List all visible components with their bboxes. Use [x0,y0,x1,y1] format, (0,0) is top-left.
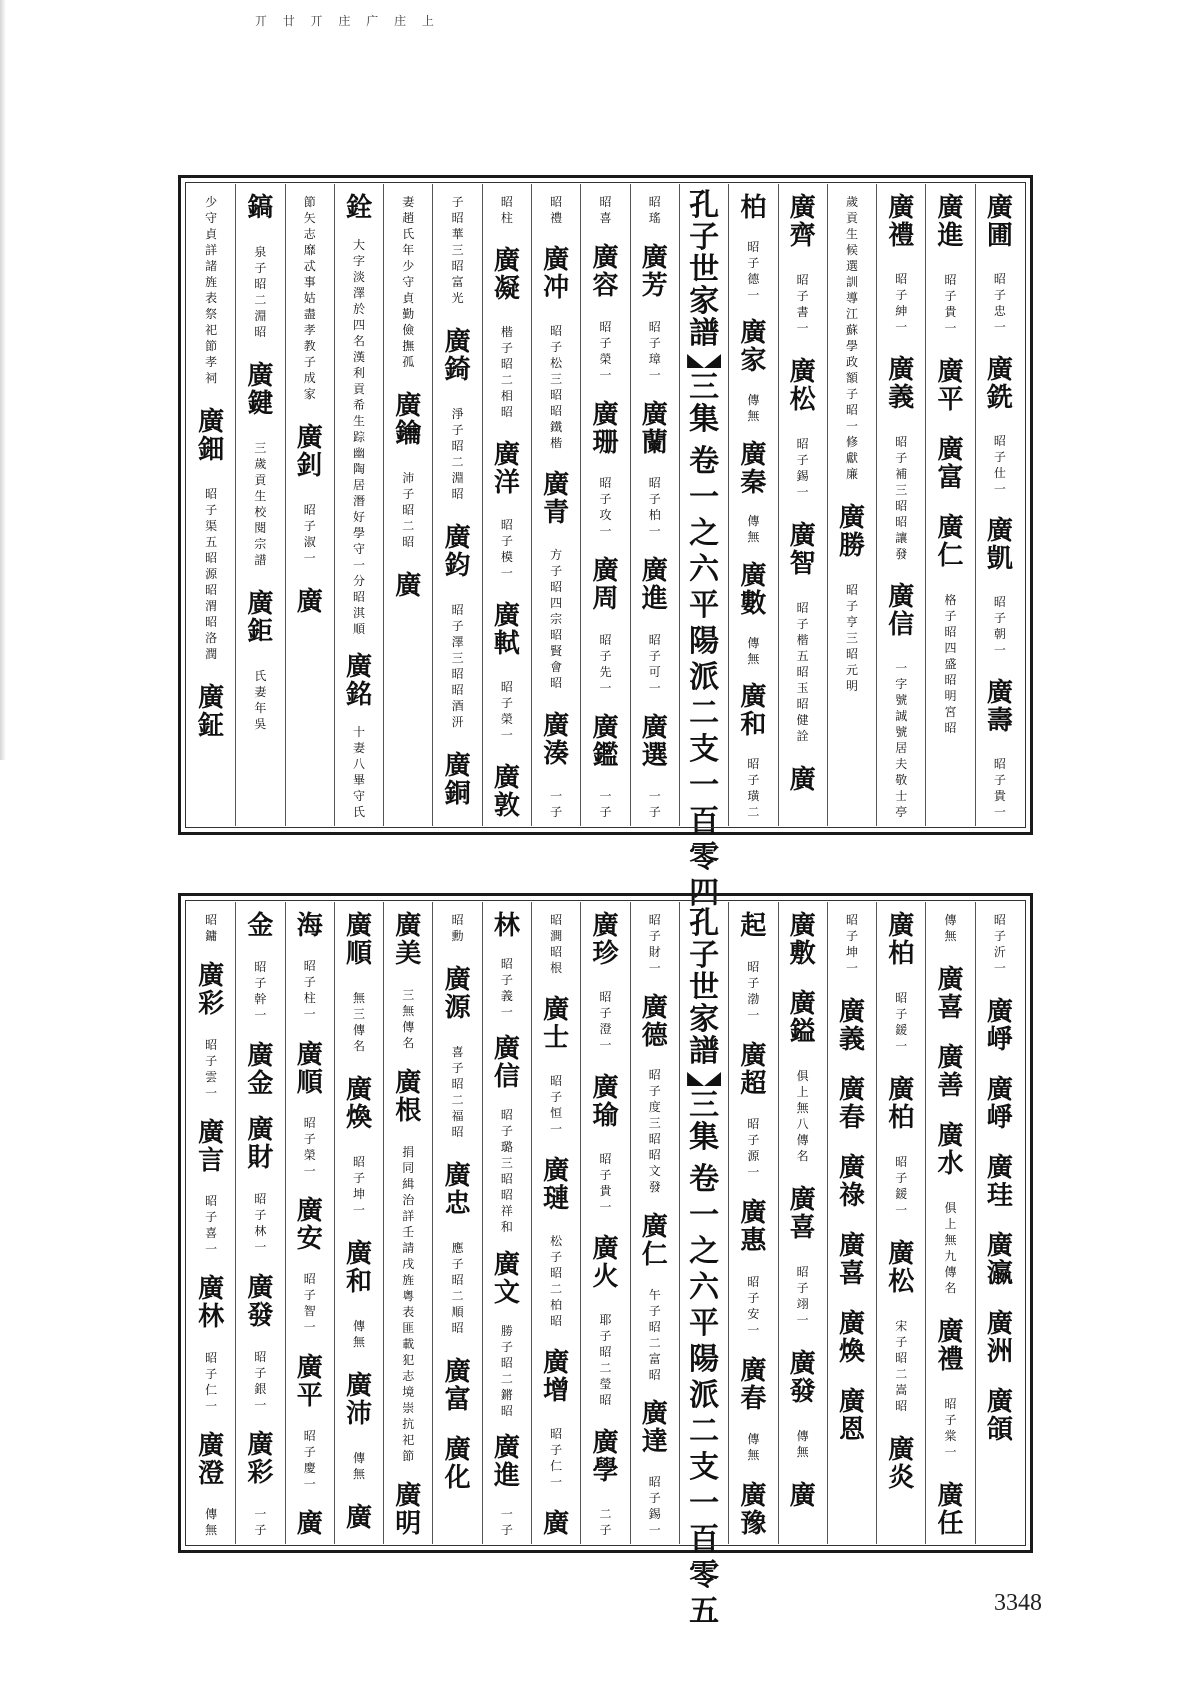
top-left-column-5 [432,184,481,826]
bottom-right-column-2 [925,902,974,1544]
bottom-right-column-5 [778,902,827,1544]
column-text: 昭 子 坤 一 廣 義 廣 春 廣 祿 廣 喜 廣 煥 廣 恩 [838,913,865,1445]
column-text: 昭 澗 昭 根 廣 士 昭 子 恒 一 廣 璉 松 子 昭 二 柏 昭 廣 增 昭 子 仁 一 廣 [543,913,570,1539]
column-text: 昭 喜 廣 容 昭 子 榮 一 廣 珊 昭 子 攻 一 廣 周 昭 子 先 一 廣 鑑 一 子 [592,195,619,819]
top-left-column-9 [235,184,284,826]
top-right-column-5 [778,184,827,826]
column-text: 歲 貢 生 候 選 訓 導 江 蘇 學 政 額 子 昭 一 修 獻 廉 廣 勝 昭 子 亨 三 昭 元 明 [838,195,865,693]
bottom-left-column-4 [482,902,531,1544]
column-text: 廣 進 昭 子 貴 一 廣 平 廣 富 廣 仁 格 子 昭 四 盛 昭 明 宮 昭 [937,193,964,735]
column-text: 起 昭 子 渤 一 廣 超 昭 子 源 一 廣 惠 昭 子 安 一 廣 春 傳 無 廣 豫 [740,911,767,1539]
column-text: 廣 柏 昭 子 鍰 一 廣 柏 昭 子 鍰 一 廣 松 宋 子 昭 二 嵩 昭 廣 炎 [888,911,915,1493]
bottom-left-column-5 [432,902,481,1544]
column-text: 海 昭 子 柱 一 廣 順 昭 子 榮 一 廣 安 昭 子 智 一 廣 平 昭 子 慶 一 廣 [296,911,323,1539]
top-left-column-1 [630,184,679,826]
column-text: 節 矢 志 靡 忒 事 姑 盡 孝 教 子 成 家 廣 釗 昭 子 淑 一 廣 [296,195,323,617]
bottom-left-column-8 [285,902,334,1544]
column-text: 廣 齊 昭 子 書 一 廣 松 昭 子 錫 一 廣 智 昭 子 楷 五 昭 玉 昭 健 詮 廣 [789,193,816,795]
top-left-column-10 [187,184,235,826]
top-left-column-3 [531,184,580,826]
top-left-column-8 [285,184,334,826]
column-text: 銓 大 字 淡 澤 於 四 名 漢 利 貢 希 生 踪 幽 陶 居 潛 好 學 守 一 分 昭 淇 順 廣 銘 十 妻 八 畢 守 氏 [345,193,372,819]
column-text: 柏 昭 子 德 一 廣 家 傳 無 廣 秦 傳 無 廣 數 傳 無 廣 和 昭 子 璜 二 [740,193,767,820]
bottom-left-column-10 [187,902,235,1544]
bottom-left-column-6 [383,902,432,1544]
top-left-column-7 [334,184,383,826]
column-text: 昭 子 財 一 廣 德 昭 子 度 三 昭 昭 文 發 廣 仁 午 子 昭 二 富 昭 廣 達 昭 子 錫 一 [641,913,668,1538]
column-text: 廣 敷 廣 鎰 俱 上 無 八 傳 名 廣 喜 昭 子 翊 一 廣 發 傳 無 廣 [789,911,816,1511]
column-text: 廣 禮 昭 子 紳 一 廣 義 昭 子 補 三 昭 昭 讓 發 廣 信 一 字 號 誠 號 居 夫 敬 士 亭 [888,193,915,820]
column-text: 昭 瑤 廣 芳 昭 子 璋 一 廣 蘭 昭 子 柏 一 廣 進 昭 子 可 一 廣 選 一 子 [641,195,668,819]
top-right-column-3 [876,184,925,826]
column-text: 昭 禮 廣 冲 昭 子 松 三 昭 昭 鐵 楷 廣 青 方 子 昭 四 宗 昭 賢 會 昭 廣 湊 一 子 [543,195,570,819]
page-center-title-bottom: 孔 子 世 家 譜 三 集 卷 一 之 六 平 陽 派 二 支 一 百 零 五 [679,902,728,1544]
column-text: 金 昭 子 幹 一 廣 金 廣 財 昭 子 林 一 廣 發 昭 子 銀 一 廣 彩 一 子 [247,911,274,1537]
bottom-left-column-1 [630,902,679,1544]
column-text: 傳 無 廣 喜 廣 善 廣 水 俱 上 無 九 傳 名 廣 禮 昭 子 棠 一 廣 任 [937,913,964,1539]
bottom-left-column-2 [580,902,629,1544]
column-text: 妻 趙 氏 年 少 守 貞 勤 儉 撫 孤 廣 鑰 沛 子 昭 二 昭 廣 [395,195,422,601]
column-text: 昭 鏞 廣 彩 昭 子 雲 一 廣 言 昭 子 喜 一 廣 林 昭 子 仁 一 廣 澄 傳 無 [198,913,225,1537]
top-right-column-1 [975,184,1024,826]
top-left-column-4 [482,184,531,826]
bottom-left-column-7 [334,902,383,1544]
columns-top [187,184,1024,911]
top-left-column-6 [383,184,432,826]
fishtail-mark [687,1072,721,1086]
genealogy-page-104 [178,175,1033,911]
column-text: 昭 勳 廣 源 喜 子 昭 二 福 昭 廣 忠 應 子 昭 二 順 昭 廣 富 廣 化 [444,913,471,1493]
top-left-column-2 [580,184,629,826]
column-text: 廣 圃 昭 子 忠 一 廣 銑 昭 子 仕 一 廣 凱 昭 子 朝 一 廣 壽 昭 子 貴 一 [986,193,1013,820]
page-number: 3348 [994,1590,1042,1616]
top-right-column-2 [925,184,974,826]
column-text: 昭 柱 廣 凝 楷 子 昭 二 相 昭 廣 洋 昭 子 模 一 廣 軾 昭 子 榮 一 廣 敦 [493,195,520,822]
column-text: 廣 美 三 無 傳 名 廣 根 捐 同 緝 治 詳 壬 請 戌 旌 粵 表 匪 載 犯 志 境 崇 抗 祀 節 廣 明 [395,911,422,1539]
cropped-header-marks: 丌 廿 丌 庄 广 庄 上 [255,14,440,28]
column-text: 鎬 泉 子 昭 二 淵 昭 廣 鍵 三 歲 貢 生 校 閱 宗 譜 廣 鉅 氏 妻 年 吳 [247,193,274,731]
bottom-right-column-6 [728,902,777,1544]
column-text: 廣 順 無 三 傳 名 廣 煥 昭 子 坤 一 廣 和 傳 無 廣 沛 傳 無 廣 [345,911,372,1533]
bottom-right-column-3 [876,902,925,1544]
top-right-column-4 [827,184,876,826]
bottom-left-column-9 [235,902,284,1544]
column-text: 林 昭 子 義 一 廣 信 昭 子 璐 三 昭 昭 祥 和 廣 文 勝 子 昭 二 鏘 昭 廣 進 一 子 [493,911,520,1538]
page-center-title-top: 孔 子 世 家 譜 三 集 卷 一 之 六 平 陽 派 二 支 一 百 零 四 [679,184,728,826]
scan-edge-shadow [0,0,6,760]
fishtail-mark [687,354,721,368]
column-text: 廣 珍 昭 子 澄 一 廣 瑜 昭 子 貴 一 廣 火 耶 子 昭 二 瑩 昭 廣 學 二 子 [592,911,619,1538]
column-text: 子 昭 華 三 昭 富 光 廣 錡 淨 子 昭 二 淵 昭 廣 鈞 昭 子 澤 三 昭 昭 酒 汧 廣 銅 [444,195,471,809]
bottom-left-column-3 [531,902,580,1544]
top-right-column-6 [728,184,777,826]
column-text: 昭 子 沂 一 廣 崢 廣 崢 廣 珪 廣 瀛 廣 洲 廣 頜 [986,913,1013,1445]
column-text: 少 守 貞 詳 諸 旌 表 祭 祀 節 孝 祠 廣 鈿 昭 子 渠 五 昭 源 昭 渭 昭 洛 潤 廣 鉦 [198,195,225,741]
bottom-right-column-1 [975,902,1024,1544]
bottom-right-column-4 [827,902,876,1544]
